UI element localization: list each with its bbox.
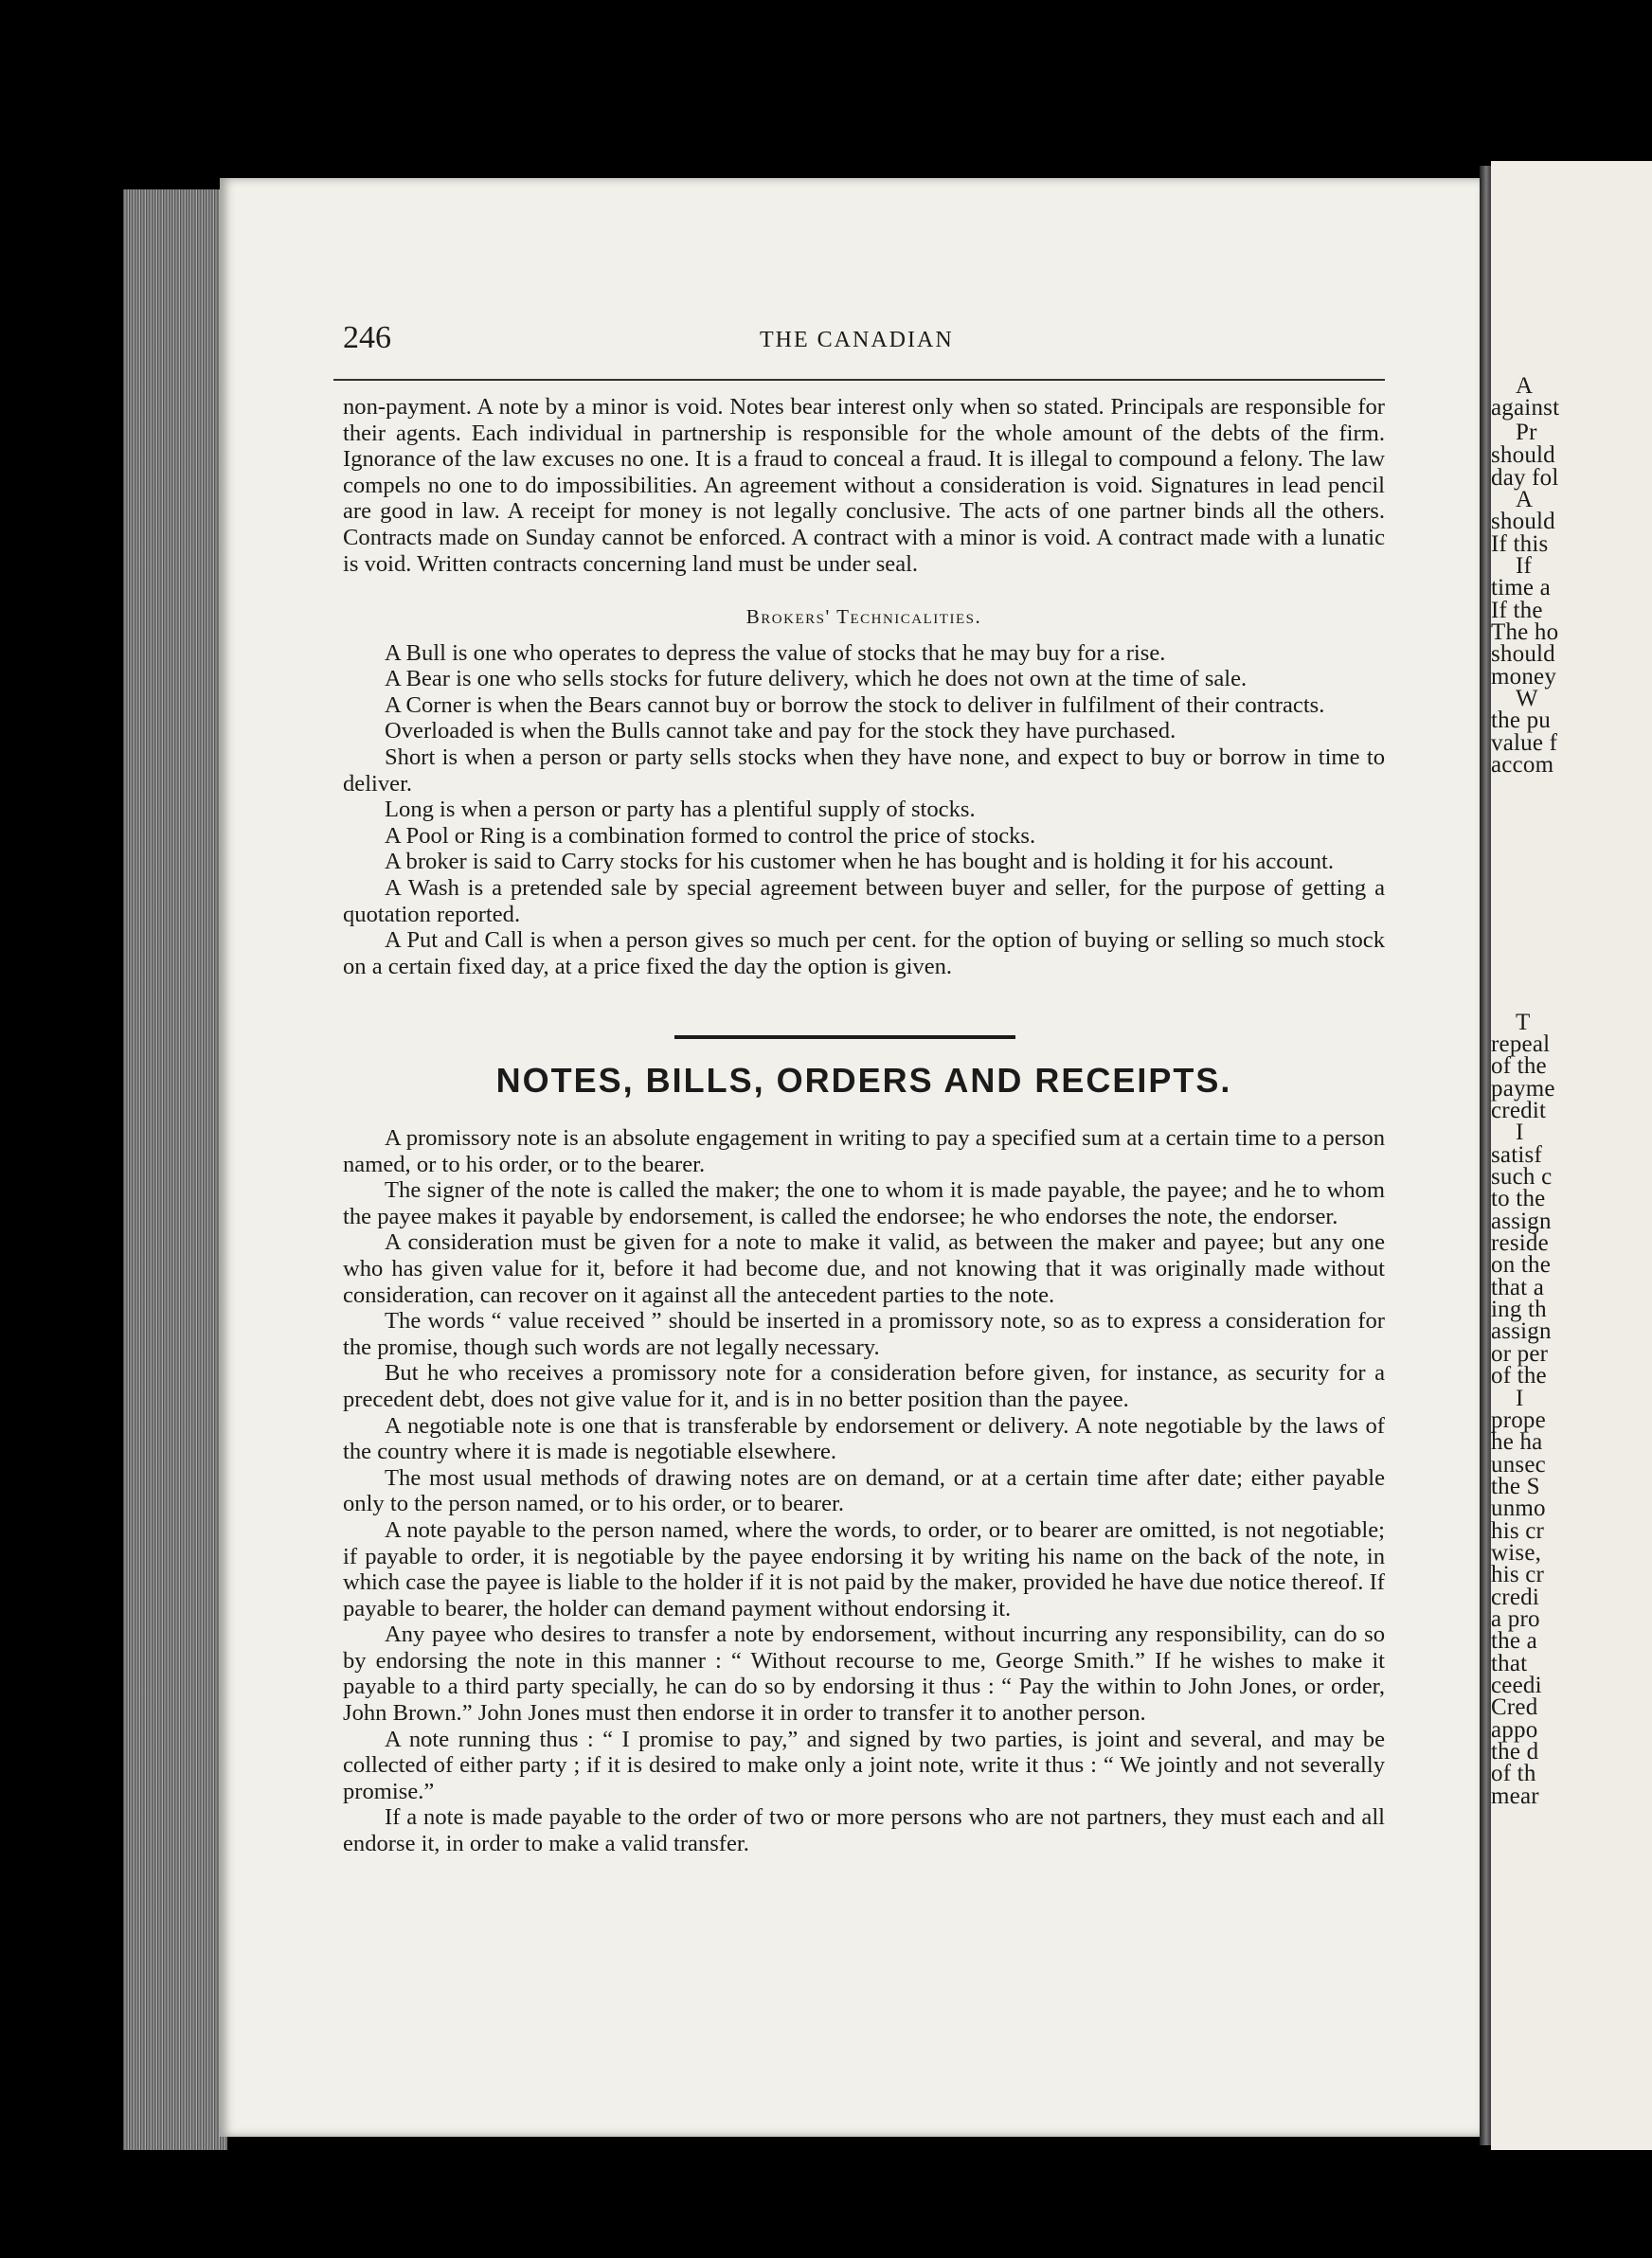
facing-page-line: that — [1491, 1651, 1528, 1676]
facing-page-fragment — [1491, 161, 1652, 2150]
facing-page-line: should — [1491, 442, 1555, 468]
facing-page-line: of the — [1491, 1363, 1547, 1389]
facing-page-line: assign — [1491, 1318, 1552, 1344]
facing-page-line: the S — [1491, 1474, 1540, 1499]
facing-page-line: Pr — [1516, 420, 1537, 445]
brokers-heading: Brokers' Technicalities. — [745, 605, 982, 628]
notes-paragraph: Any payee who desires to transfer a note by endorsement, without incurring any responsibility, can do so by endorsing the note in this manner : “ Without recourse to me, George Smith.” If he wishes to make it payable to a third party specially, he can do so by endorsing it thus : “ Pay the within to John Jones, or order, John Brown.” John Jones must then endorse it in order to transfer it to another person. — [343, 1622, 1385, 1727]
facing-page-line: The ho — [1491, 619, 1559, 645]
facing-page-line: should — [1491, 641, 1555, 667]
facing-page-line: unmo — [1491, 1496, 1546, 1521]
facing-page-line: satisf — [1491, 1142, 1542, 1168]
facing-page-line: money — [1491, 664, 1557, 690]
notes-paragraph: A consideration must be given for a note to make it valid, as between the maker and payee; but any one who has given value for it, before it had become due, and not knowing that it was originally made without consideration, can recover on it against all the antecedent parties to the note. — [343, 1229, 1385, 1308]
broker-item: A broker is said to Carry stocks for his customer when he has bought and is holding it for his account. — [385, 849, 1335, 875]
broker-item: A Put and Call is when a person gives so much per cent. for the option of buying or selling so much stock on a certain fixed day, at a price fixed the day the option is given. — [343, 927, 1385, 979]
facing-page-line: should — [1491, 509, 1555, 534]
facing-page-line: or per — [1491, 1341, 1549, 1367]
facing-page-line: the pu — [1491, 708, 1551, 733]
facing-page-line: accom — [1491, 752, 1554, 778]
notes-paragraph: The words “ value received ” should be inserted in a promissory note, so as to express a consideration for the promise, though such words are not legally necessary. — [343, 1308, 1385, 1360]
facing-page-line: I — [1516, 1386, 1524, 1411]
running-head: THE CANADIAN — [760, 328, 954, 352]
section-divider-rule — [674, 1035, 1015, 1039]
top-paragraph: non-payment. A note by a minor is void. Notes bear interest only when so stated. Principals are responsible for their agents. Each individual in partnership is responsible for the whole amount of the debts of the firm. Ignorance of the law excuses no one. It is a fraud to conceal a fraud. It is illegal to compound a felony. The law compels no one to do impossibilities. An agreement without a consideration is void. Signatures in lead pencil are good in law. A receipt for money is not legally conclusive. The acts of one partner binds all the others. Contracts made on Sunday cannot be enforced. A contract with a minor is void. A contract made with a lunatic is void. Written contracts concerning land must be under seal. — [343, 394, 1385, 577]
notes-section-body — [343, 1125, 1385, 1857]
facing-page-line: he ha — [1491, 1429, 1543, 1455]
facing-page-line: reside — [1491, 1230, 1549, 1256]
facing-page-line: W — [1516, 686, 1538, 711]
notes-paragraph: If a note is made payable to the order of two or more persons who are not partners, they must each and all endorse it, in order to make a valid transfer. — [343, 1804, 1385, 1857]
facing-page-line: credit — [1491, 1098, 1547, 1123]
facing-page-line: mear — [1491, 1783, 1539, 1809]
header-rule — [333, 379, 1385, 381]
facing-page-line: unsec — [1491, 1452, 1546, 1478]
facing-page-line: payme — [1491, 1076, 1555, 1102]
notes-paragraph: But he who receives a promissory note for a consideration before given, for instance, as security for a precedent debt, does not give value for it, and is in no better position than the payee. — [343, 1360, 1385, 1412]
facing-page-line: A — [1516, 487, 1534, 512]
broker-item: A Wash is a pretended sale by special agreement between buyer and seller, for the purpose of getting a quotation reported. — [343, 874, 1385, 927]
facing-page-line: of the — [1491, 1053, 1547, 1079]
notes-paragraph: A note running thus : “ I promise to pay,” and signed by two parties, is joint and several, and may be collected of either party ; if it is desired to make only a joint note, write it thus : “ We jointly and not severally promise.” — [343, 1726, 1385, 1804]
facing-page-line: on the — [1491, 1252, 1551, 1278]
facing-page-line: A — [1516, 373, 1534, 399]
facing-page-line: time a — [1491, 575, 1551, 600]
notes-paragraph: A negotiable note is one that is transferable by endorsement or delivery. A note negotiable by the laws of the country where it is made is negotiable elsewhere. — [343, 1412, 1385, 1465]
facing-page-line: prope — [1491, 1407, 1546, 1433]
facing-page-line: credi — [1491, 1585, 1539, 1610]
section-title: NOTES, BILLS, ORDERS AND RECEIPTS. — [495, 1061, 1232, 1100]
facing-page-line: the d — [1491, 1739, 1539, 1765]
brokers-technicalities-section — [343, 604, 1385, 979]
facing-page-line: day fol — [1491, 465, 1559, 491]
broker-item: Overloaded is when the Bulls cannot take and pay for the stock they have purchased. — [385, 718, 1176, 744]
facing-page-line: If — [1516, 553, 1533, 579]
facing-page-line: of th — [1491, 1761, 1536, 1786]
top-paragraph-block — [343, 394, 1385, 577]
notes-paragraph: The most usual methods of drawing notes are on demand, or at a certain time after date; either payable only to the person named, or to his order, or to bearer. — [343, 1464, 1385, 1517]
facing-page-line: wise, — [1491, 1540, 1542, 1566]
facing-page-line: against — [1491, 395, 1560, 421]
notes-paragraph: The signer of the note is called the maker; the one to whom it is made payable, the payee; and he to whom the payee makes it payable by endorsement, is called the endorsee; he who endorses the note, the endorser. — [343, 1177, 1385, 1229]
facing-page-line: ceedi — [1491, 1673, 1542, 1698]
facing-page-line: that a — [1491, 1275, 1545, 1300]
facing-page-line: the a — [1491, 1628, 1537, 1654]
facing-page-line: such c — [1491, 1164, 1553, 1190]
facing-page-line: appo — [1491, 1717, 1538, 1743]
facing-page-line: Cred — [1491, 1694, 1538, 1720]
facing-page-line: ing th — [1491, 1297, 1547, 1322]
book-page-edges — [123, 189, 227, 2150]
broker-item: A Bear is one who sells stocks for future delivery, which he does not own at the time of sale. — [385, 666, 1248, 692]
facing-page-line: value f — [1491, 730, 1558, 756]
facing-page-line: repeal — [1491, 1031, 1551, 1057]
facing-page-line: T — [1516, 1010, 1531, 1035]
facing-page-line: If the — [1491, 598, 1543, 623]
broker-item: A Corner is when the Bears cannot buy or borrow the stock to deliver in fulfilment of their contracts. — [385, 691, 1325, 718]
broker-item: Long is when a person or party has a plentiful supply of stocks. — [385, 797, 976, 823]
facing-page-line: assign — [1491, 1209, 1552, 1234]
facing-page-line: his cr — [1491, 1562, 1545, 1587]
facing-page-line: If this — [1491, 531, 1549, 557]
notes-paragraph: A promissory note is an absolute engagement in writing to pay a specified sum at a certain time to a person named, or to his order, or to the bearer. — [343, 1125, 1385, 1177]
broker-item: A Bull is one who operates to depress the value of stocks that he may buy for a rise. — [385, 639, 1166, 666]
broker-item: Short is when a person or party sells stocks when they have none, and expect to buy or borrow in time to deliver. — [343, 744, 1385, 797]
broker-item: A Pool or Ring is a combination formed to control the price of stocks. — [385, 822, 1036, 849]
facing-page-line: his cr — [1491, 1518, 1545, 1544]
facing-page-line: a pro — [1491, 1606, 1540, 1632]
notes-paragraph: A note payable to the person named, where the words, to order, or to bearer are omitted, is not negotiable; if payable to order, it is negotiable by the payee endorsing it by writing his name on the back of the note, in which case the payee is liable to the holder if it is not paid by the maker, provided he have due notice thereof. If payable to bearer, the holder can demand payment without endorsing it. — [343, 1516, 1385, 1622]
facing-page-line: to the — [1491, 1186, 1546, 1211]
book-page-246 — [220, 178, 1480, 2137]
page-header — [343, 320, 1385, 377]
facing-page-line: I — [1516, 1120, 1524, 1145]
page-number: 246 — [343, 320, 391, 355]
